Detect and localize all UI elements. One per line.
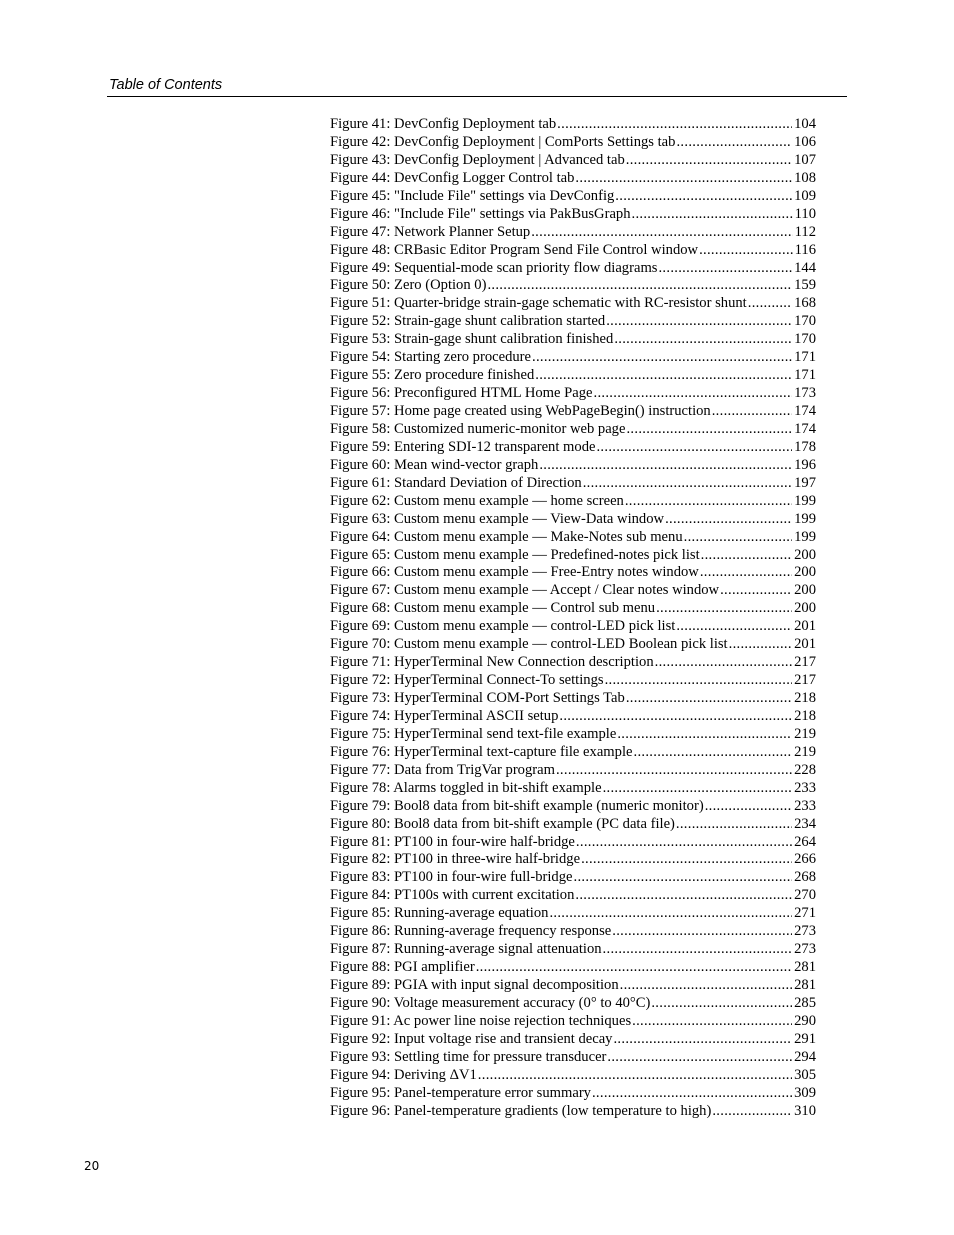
toc-entry-label: Figure 81: PT100 in four-wire half-bridge <box>330 833 575 850</box>
toc-entry-label: Figure 60: Mean wind-vector graph <box>330 456 539 473</box>
dot-leader <box>556 762 792 780</box>
dot-leader <box>620 977 792 995</box>
dot-leader <box>676 134 792 152</box>
dot-leader <box>651 995 792 1013</box>
toc-entry-label: Figure 90: Voltage measurement accuracy (0° to 40°C) <box>330 994 651 1011</box>
toc-entry-page: 171 <box>794 349 816 366</box>
toc-entry-page: 219 <box>794 743 816 760</box>
toc-entry-page: 196 <box>794 456 816 473</box>
toc-entry-label: Figure 95: Panel-temperature error summary <box>330 1084 591 1101</box>
toc-entry[interactable] <box>330 654 816 672</box>
toc-entry-page: 285 <box>794 994 816 1011</box>
dot-leader <box>575 887 792 905</box>
dot-leader <box>581 851 792 869</box>
toc-entry[interactable] <box>330 887 816 905</box>
toc-entry[interactable] <box>330 923 816 941</box>
dot-leader <box>607 1049 792 1067</box>
toc-entry-page: 178 <box>794 438 816 455</box>
toc-entry-label: Figure 77: Data from TrigVar program <box>330 761 555 778</box>
toc-entry-page: 104 <box>794 116 816 132</box>
toc-entry-page: 170 <box>794 331 816 348</box>
toc-entry-page: 109 <box>794 187 816 204</box>
toc-entry-label: Figure 48: CRBasic Editor Program Send File Control window <box>330 241 699 258</box>
toc-entry[interactable] <box>330 672 816 690</box>
dot-leader <box>701 547 792 565</box>
toc-entry-label: Figure 57: Home page created using WebPageBegin() instruction <box>330 403 711 419</box>
toc-entry-page: 174 <box>794 403 816 419</box>
toc-entry-page: 197 <box>794 474 816 491</box>
dot-leader <box>476 959 792 977</box>
dot-leader <box>594 385 793 403</box>
toc-entry[interactable] <box>330 618 816 636</box>
toc-entry-label: Figure 89: PGIA with input signal decomposition <box>330 977 619 993</box>
toc-entry[interactable] <box>330 977 816 995</box>
dot-leader <box>720 582 792 600</box>
dot-leader <box>705 798 792 816</box>
dot-leader <box>684 529 792 547</box>
toc-entry-label: Figure 53: Strain-gage shunt calibration finished <box>330 331 614 348</box>
toc-entry-label: Figure 70: Custom menu example — control-LED Boolean pick list <box>330 636 728 653</box>
toc-entry-page: 219 <box>794 725 816 742</box>
toc-entry-page: 268 <box>794 869 816 886</box>
toc-entry[interactable] <box>330 582 816 600</box>
toc-entry-label: Figure 75: HyperTerminal send text-file example <box>330 725 617 742</box>
toc-entry-page: 294 <box>794 1048 816 1065</box>
toc-entry-page: 264 <box>794 833 816 850</box>
toc-entry-page: 271 <box>794 905 816 922</box>
toc-entry[interactable] <box>330 367 816 385</box>
dot-leader <box>676 618 792 636</box>
toc-entry[interactable] <box>330 224 816 242</box>
toc-entry-page: 234 <box>794 815 816 832</box>
toc-entry[interactable] <box>330 708 816 726</box>
dot-leader <box>531 224 792 242</box>
toc-entry[interactable] <box>330 206 816 224</box>
toc-entry[interactable] <box>330 1049 816 1067</box>
toc-entry-label: Figure 51: Quarter-bridge strain-gage schematic with RC-resistor shunt <box>330 295 747 312</box>
toc-entry-label: Figure 58: Customized numeric-monitor web page <box>330 420 626 437</box>
toc-entry-page: 108 <box>794 169 816 186</box>
toc-entry[interactable] <box>330 152 816 170</box>
dot-leader <box>559 708 792 726</box>
toc-entry-label: Figure 82: PT100 in three-wire half-bridge <box>330 851 581 868</box>
toc-entry-page: 199 <box>794 528 816 545</box>
toc-entry-page: 200 <box>794 546 816 563</box>
toc-entry-label: Figure 65: Custom menu example — Predefined-notes pick list <box>330 546 700 563</box>
toc-entry-page: 201 <box>794 636 816 653</box>
toc-entry[interactable] <box>330 1067 816 1085</box>
toc-entry-page: 273 <box>794 923 816 940</box>
dot-leader <box>606 313 792 331</box>
dot-leader <box>575 170 792 188</box>
toc-entry[interactable] <box>330 242 816 260</box>
toc-entry-label: Figure 45: "Include File" settings via DevConfig <box>330 187 615 204</box>
dot-leader <box>632 1013 792 1031</box>
toc-entry-page: 106 <box>794 133 816 150</box>
toc-entry-label: Figure 54: Starting zero procedure <box>330 349 532 366</box>
toc-entry-page: 233 <box>794 797 816 814</box>
toc-entry[interactable] <box>330 1085 816 1103</box>
toc-entry[interactable] <box>330 421 816 439</box>
dot-leader <box>665 511 792 529</box>
toc-entry[interactable] <box>330 798 816 816</box>
dot-leader <box>700 564 792 582</box>
dot-leader <box>712 403 792 421</box>
toc-entry-page: 200 <box>794 600 816 617</box>
toc-entry-page: 159 <box>794 277 816 294</box>
toc-entry-page: 217 <box>794 654 816 671</box>
toc-entry[interactable] <box>330 1103 816 1121</box>
toc-entry[interactable] <box>330 869 816 887</box>
toc-entry[interactable] <box>330 995 816 1013</box>
toc-entry-label: Figure 66: Custom menu example — Free-Entry notes window <box>330 564 699 581</box>
toc-entry-page: 228 <box>794 761 816 778</box>
dot-leader <box>612 923 792 941</box>
toc-entry-page: 273 <box>794 941 816 958</box>
toc-entry-label: Figure 87: Running-average signal attenuation <box>330 941 602 958</box>
dot-leader <box>617 726 792 744</box>
toc-entry-label: Figure 79: Bool8 data from bit-shift example (numeric monitor) <box>330 797 704 814</box>
toc-entry-label: Figure 43: DevConfig Deployment | Advanced tab <box>330 151 625 168</box>
toc-entry-page: 281 <box>794 977 816 993</box>
toc-entry-page: 200 <box>794 582 816 599</box>
dot-leader <box>487 277 792 295</box>
dot-leader <box>625 493 792 511</box>
dot-leader <box>478 1067 792 1085</box>
dot-leader <box>603 941 793 959</box>
toc-entry-page: 218 <box>794 690 816 706</box>
dot-leader <box>615 188 792 206</box>
toc-entry-label: Figure 93: Settling time for pressure transducer <box>330 1048 607 1065</box>
toc-entry[interactable] <box>330 816 816 834</box>
dot-leader <box>539 457 792 475</box>
dot-leader <box>535 367 792 385</box>
toc-entry[interactable] <box>330 277 816 295</box>
dot-leader <box>576 834 792 852</box>
toc-entry-page: 116 <box>794 241 816 258</box>
toc-entry[interactable] <box>330 385 816 403</box>
toc-entry-label: Figure 49: Sequential-mode scan priority flow diagrams <box>330 259 658 276</box>
toc-entry-label: Figure 96: Panel-temperature gradients (low temperature to high) <box>330 1102 712 1119</box>
toc-entry[interactable] <box>330 851 816 869</box>
toc-entry-label: Figure 72: HyperTerminal Connect-To settings <box>330 672 604 689</box>
dot-leader <box>583 475 792 493</box>
list-of-figures <box>330 116 816 1121</box>
toc-entry-label: Figure 62: Custom menu example — home screen <box>330 492 624 509</box>
toc-entry-label: Figure 68: Custom menu example — Control sub menu <box>330 600 656 617</box>
dot-leader <box>614 331 792 349</box>
toc-entry-page: 199 <box>794 510 816 527</box>
toc-entry-label: Figure 44: DevConfig Logger Control tab <box>330 169 575 186</box>
toc-entry[interactable] <box>330 295 816 313</box>
toc-entry-label: Figure 55: Zero procedure finished <box>330 367 535 384</box>
toc-entry-label: Figure 50: Zero (Option 0) <box>330 277 487 294</box>
toc-entry-page: 305 <box>794 1066 816 1083</box>
toc-entry[interactable] <box>330 529 816 547</box>
toc-entry[interactable] <box>330 905 816 923</box>
toc-entry[interactable] <box>330 493 816 511</box>
toc-entry-label: Figure 47: Network Planner Setup <box>330 223 531 240</box>
toc-entry-label: Figure 80: Bool8 data from bit-shift example (PC data file) <box>330 815 675 832</box>
toc-entry[interactable] <box>330 600 816 618</box>
toc-entry-page: 171 <box>794 367 816 384</box>
toc-entry[interactable] <box>330 959 816 977</box>
toc-entry-page: 270 <box>794 887 816 904</box>
dot-leader <box>676 816 792 834</box>
toc-entry-page: 174 <box>794 420 816 437</box>
dot-leader <box>748 295 792 313</box>
toc-entry-label: Figure 67: Custom menu example — Accept / Clear notes window <box>330 582 720 599</box>
toc-entry-label: Figure 59: Entering SDI-12 transparent mode <box>330 438 596 455</box>
toc-entry-label: Figure 78: Alarms toggled in bit-shift example <box>330 779 602 796</box>
page-number: 20 <box>84 1159 100 1173</box>
toc-entry-page: 217 <box>794 672 816 689</box>
toc-entry-page: 233 <box>794 779 816 796</box>
dot-leader <box>658 260 792 278</box>
toc-entry[interactable] <box>330 690 816 708</box>
toc-entry-label: Figure 41: DevConfig Deployment tab <box>330 116 557 132</box>
toc-entry-label: Figure 46: "Include File" settings via PakBusGraph <box>330 205 631 222</box>
toc-entry-page: 201 <box>794 618 816 635</box>
dot-leader <box>632 206 793 224</box>
toc-entry-label: Figure 94: Deriving ΔV1 <box>330 1066 477 1083</box>
dot-leader <box>613 1031 792 1049</box>
dot-leader <box>656 600 792 618</box>
toc-entry-label: Figure 91: Ac power line noise rejection techniques <box>330 1012 632 1029</box>
toc-entry-label: Figure 84: PT100s with current excitation <box>330 887 575 904</box>
dot-leader <box>712 1103 792 1121</box>
toc-entry[interactable] <box>330 762 816 780</box>
toc-entry-label: Figure 61: Standard Deviation of Direction <box>330 474 582 491</box>
toc-entry[interactable] <box>330 349 816 367</box>
toc-entry-label: Figure 69: Custom menu example — control-LED pick list <box>330 618 676 635</box>
dot-leader <box>603 780 793 798</box>
toc-entry-label: Figure 64: Custom menu example — Make-Notes sub menu <box>330 528 683 545</box>
toc-entry-label: Figure 86: Running-average frequency response <box>330 923 612 940</box>
dot-leader <box>626 421 792 439</box>
toc-entry-label: Figure 83: PT100 in four-wire full-bridge <box>330 869 573 886</box>
toc-entry[interactable] <box>330 260 816 278</box>
dot-leader <box>557 116 792 134</box>
toc-entry[interactable] <box>330 511 816 529</box>
dot-leader <box>626 690 792 708</box>
toc-entry-label: Figure 52: Strain-gage shunt calibration started <box>330 313 606 330</box>
dot-leader <box>592 1085 792 1103</box>
dot-leader <box>655 654 792 672</box>
toc-entry-page: 310 <box>794 1102 816 1119</box>
toc-entry[interactable] <box>330 403 816 421</box>
toc-entry-label: Figure 73: HyperTerminal COM-Port Settings Tab <box>330 690 625 706</box>
toc-entry-page: 218 <box>794 707 816 724</box>
toc-entry[interactable] <box>330 475 816 493</box>
toc-entry[interactable] <box>330 116 816 134</box>
toc-entry-label: Figure 42: DevConfig Deployment | ComPorts Settings tab <box>330 133 676 150</box>
toc-entry[interactable] <box>330 1031 816 1049</box>
toc-entry-page: 110 <box>794 205 816 222</box>
toc-entry[interactable] <box>330 744 816 762</box>
toc-entry-label: Figure 92: Input voltage rise and transient decay <box>330 1030 613 1047</box>
toc-entry-label: Figure 74: HyperTerminal ASCII setup <box>330 707 559 724</box>
toc-entry-label: Figure 88: PGI amplifier <box>330 959 475 976</box>
toc-entry[interactable] <box>330 439 816 457</box>
dot-leader <box>605 672 793 690</box>
dot-leader <box>729 636 792 654</box>
dot-leader <box>574 869 793 887</box>
header-rule <box>107 96 847 97</box>
toc-entry-page: 309 <box>794 1084 816 1101</box>
toc-entry[interactable] <box>330 331 816 349</box>
dot-leader <box>699 242 793 260</box>
toc-entry[interactable] <box>330 1013 816 1031</box>
toc-entry-page: 112 <box>794 223 816 240</box>
toc-entry[interactable] <box>330 636 816 654</box>
toc-entry[interactable] <box>330 780 816 798</box>
toc-entry-page: 168 <box>794 295 816 312</box>
running-header-title: Table of Contents <box>109 77 223 93</box>
toc-entry-page: 199 <box>794 492 816 509</box>
toc-entry-page: 200 <box>794 564 816 581</box>
toc-entry-label: Figure 85: Running-average equation <box>330 905 549 922</box>
toc-entry[interactable] <box>330 834 816 852</box>
toc-entry-page: 266 <box>794 851 816 868</box>
toc-entry-label: Figure 56: Preconfigured HTML Home Page <box>330 385 593 402</box>
toc-entry-page: 173 <box>794 385 816 402</box>
toc-entry-page: 281 <box>794 959 816 976</box>
dot-leader <box>532 349 792 367</box>
toc-entry-label: Figure 76: HyperTerminal text-capture file example <box>330 743 633 760</box>
dot-leader <box>634 744 793 762</box>
toc-entry-page: 291 <box>794 1030 816 1047</box>
dot-leader <box>549 905 792 923</box>
toc-entry-page: 290 <box>794 1012 816 1029</box>
dot-leader <box>596 439 792 457</box>
toc-entry-page: 144 <box>794 259 816 276</box>
toc-entry[interactable] <box>330 564 816 582</box>
toc-entry[interactable] <box>330 457 816 475</box>
toc-entry[interactable] <box>330 170 816 188</box>
dot-leader <box>626 152 792 170</box>
toc-entry-page: 107 <box>794 151 816 168</box>
toc-entry[interactable] <box>330 188 816 206</box>
toc-entry[interactable] <box>330 313 816 331</box>
toc-entry[interactable] <box>330 941 816 959</box>
toc-entry-label: Figure 71: HyperTerminal New Connection description <box>330 654 654 671</box>
toc-entry[interactable] <box>330 547 816 565</box>
toc-entry-label: Figure 63: Custom menu example — View-Data window <box>330 510 665 527</box>
toc-entry[interactable] <box>330 134 816 152</box>
toc-entry[interactable] <box>330 726 816 744</box>
toc-entry-page: 170 <box>794 313 816 330</box>
